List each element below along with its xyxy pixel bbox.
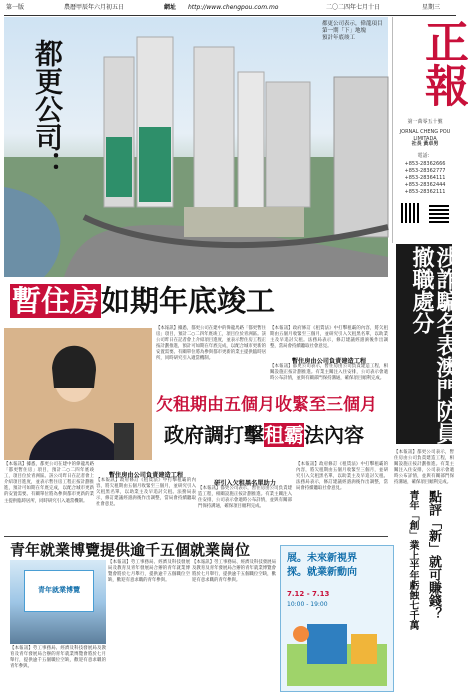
right-bottom-headline-2: 青年「創」業上半年虧蝕七千萬 <box>407 490 418 630</box>
second-article-body-1: 【本報訊】勞工事務局、經濟及科技發展局及教育及青年發展局合辦的青年就業博覽會將於七月舉行，提供逾千五個職位空缺，歡迎有意求職的青年參與。 <box>108 560 190 584</box>
article-deck-line-1: 欠租期由五個月收緊至三個月 <box>156 395 377 415</box>
phone-1: +853-28362666 <box>404 161 446 167</box>
hero-caption-text: 都更公司表示，偉龍項目第一期「下」地塊 <box>322 21 383 34</box>
jobs-fair-photo <box>10 560 106 644</box>
qr-code-icon-2 <box>429 203 449 223</box>
qr-code-icon <box>401 203 421 223</box>
advert-date: 7.12 - 7.13 <box>287 590 330 598</box>
official-portrait <box>4 328 152 460</box>
phone-label: 電話： <box>417 153 433 159</box>
chief-editor: 社長 黃卓男 <box>411 141 439 147</box>
article-body-6: 【本報訊】都更公司表示，暫住房由公司負責建造工程，相關設施正按計劃推進。有業主關注入住安排，公司表示會適時公布詳情，並與有關部門保持溝通，確保項目順利完成。 <box>198 486 292 510</box>
main-headline-rest: 如期年底竣工 <box>101 284 276 318</box>
article-subhead-1: 暫住房由公司負責建造工程 <box>291 358 367 365</box>
advert-time: 10:00 - 19:00 <box>287 601 328 608</box>
article-subhead-3: 研引入欠租黑名單助力 <box>214 480 276 487</box>
right-headline-panel <box>392 244 459 444</box>
article-deck-line-2 <box>164 422 390 448</box>
article-body-7: 【本報訊】政府修訂《租賃法》中打擊租霸的內容，將欠租期由五個月收緊至三個月，並研究引入欠租黑名單，以助業主及早追討欠租。法務局表示，修訂建議經諮詢後作出調整，當局會持續聽取社會意見。 <box>296 462 388 492</box>
main-headline-highlight: 暫住房 <box>12 284 100 318</box>
right-bottom-body: 【本報訊】都更公司表示，暫住房由公司負責建造工程，相關設施正按計劃推進。有業主關注入住安排，公司表示會適時公布詳情，並與有關部門保持溝通，確保項目順利完成。 <box>394 450 454 486</box>
hero-caption-vertical: 都更公司： <box>31 39 64 179</box>
masthead <box>392 17 468 243</box>
official-portrait-illustration <box>4 328 152 460</box>
page-header-strip <box>4 0 456 16</box>
advert-illustration <box>287 614 387 686</box>
advert-title-1: 展。未來新視界 <box>287 553 357 564</box>
newspaper-logo: 正報 <box>417 19 468 107</box>
weekday: 星期三 <box>422 4 441 11</box>
jobs-fair-banner: 青年就業博覽 <box>38 586 80 594</box>
phone-4: +853-28362444 <box>404 182 446 188</box>
article-body-5: 【本報訊】政府修訂《租賃法》中打擊租霸的內容，將欠租期由五個月收緊至三個月，並研究引入欠租黑名單，以助業主及早追討欠租。法務局表示，修訂建議經諮詢後作出調整，當局會持續聽取社會意見。 <box>96 478 196 508</box>
article-body-2: 【本報訊】政府修訂《租賃法》中打擊租霸的內容，將欠租期由五個月收緊至三個月，並研究引入欠租黑名單，以助業主及早追討欠租。法務局表示，修訂建議經諮詢後作出調整，當局會持續聽取社會意見。 <box>270 326 388 350</box>
advert-title-2: 探。就業新動向 <box>287 567 357 578</box>
deck-part-b: 法內容 <box>304 423 364 447</box>
jobs-fair-advert <box>280 545 394 692</box>
publication-date: 二〇二四年七月十日 <box>326 4 381 11</box>
page-number: 第一版 <box>6 4 25 11</box>
url-label: 網址 <box>164 4 177 11</box>
right-headline: 涉詐騙名表澳門防員撤職處分 <box>409 246 459 444</box>
hero-photo <box>4 17 388 277</box>
article-body-4: 【本報訊】據悉，都更公司在建中的偉龍馬路「都更暫住房」項目，預計二○二四年底竣工，項目位於青洲區。該公司昨日在記者會上介紹項目進度，並表示暫住房工程正按計劃推進，預計可如期在年底完成，以配合城市更新的安置需要。有關單位將為參與都市更新的業主提供臨時居所，同時研究引入適當機制。 <box>4 462 94 504</box>
article-body-3: 【本報訊】都更公司表示，暫住房由公司負責建造工程，相關設施正按計劃推進。有業主關注入住安排，公司表示會適時公布詳情，並與有關部門保持溝通，確保項目順利完成。 <box>270 364 388 382</box>
publisher-name: JORNAL CHENG POU LIMITADA <box>399 129 451 142</box>
hero-caption-text-2: 預計年底竣工 <box>322 35 356 41</box>
deck-highlight: 租霸 <box>264 423 304 447</box>
website-link[interactable]: http://www.chengpou.com.mo <box>188 4 279 11</box>
right-bottom-headline-1: 點評「新」就可賺錢？ <box>426 490 441 620</box>
jobs-fair-backdrop <box>24 570 94 612</box>
right-bottom-column <box>392 450 456 693</box>
section-divider <box>4 536 388 537</box>
hero-caption-box <box>322 21 384 42</box>
second-article-body-3: 【本報訊】勞工事務局、經濟及科技發展局及教育及青年發展局合辦的青年就業博覽會將於七月舉行，提供逾千五個職位空缺，歡迎有意求職的青年參與。 <box>10 646 106 670</box>
phone-3: +853-28364111 <box>404 175 446 181</box>
phone-2: +853-28362777 <box>404 168 446 174</box>
phone-5: +853-28362111 <box>404 189 446 195</box>
second-headline: 青年就業博覽提供逾千五個就業崗位 <box>10 541 251 559</box>
second-article-body-2: 【本報訊】勞工事務局、經濟及科技發展局及教育及青年發展局合辦的青年就業博覽會將於七月舉行，提供逾千五個職位空缺，歡迎有意求職的青年參與。 <box>192 560 276 584</box>
article-subhead-2: 暫住房由公司負責建造工程 <box>108 472 184 479</box>
article-body-1: 【本報訊】據悉，都更公司在建中的偉龍馬路「都更暫住房」項目，預計二○二四年底竣工，項目位於青洲區。該公司昨日在記者會上介紹項目進度，並表示暫住房工程正按計劃推進，預計可如期在年底完成，以配合城市更新的安置需要。有關單位將為參與都市更新的業主提供臨時居所，同時研究引入適當機制。 <box>156 326 266 362</box>
edition-number: 第一萬零五十號 <box>407 119 443 125</box>
lunar-date: 農曆甲辰年六月初五日 <box>64 4 125 11</box>
main-headline <box>10 281 388 321</box>
deck-part-a: 政府調打擊 <box>164 423 264 447</box>
